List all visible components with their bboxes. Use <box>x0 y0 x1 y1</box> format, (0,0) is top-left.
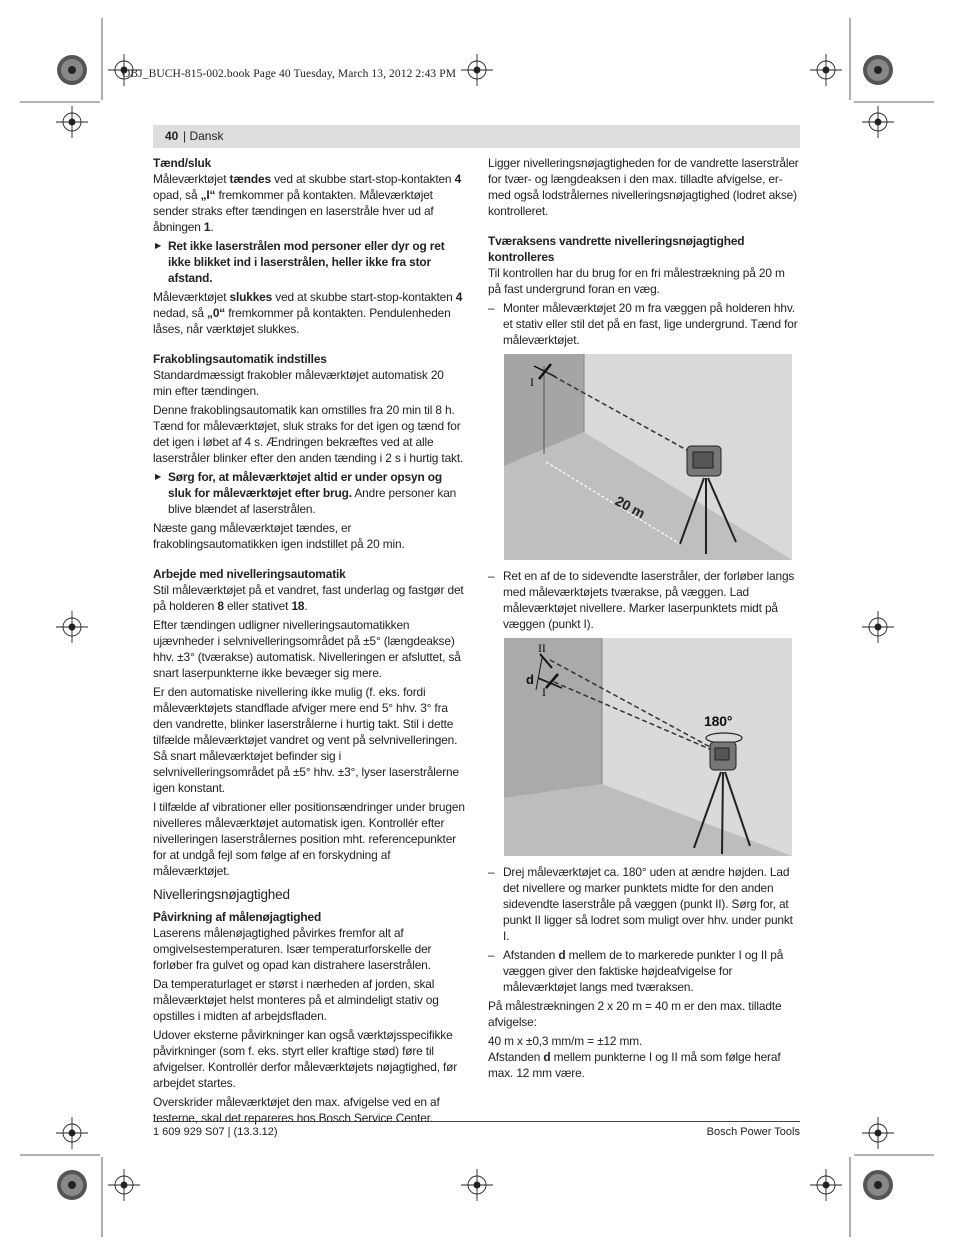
warning-supervision: ▶ Sørg for, at måleværktøjet altid er under opsyn og sluk for måleværktøjet efter brug. Andre personer kan blive blændet af laserstrålen. <box>153 469 465 517</box>
heading-leveling-automatic: Arbejde med nivelleringsautomatik <box>153 567 346 581</box>
fig1-distance-label: 20 m <box>612 492 648 522</box>
paragraph-tolerance-calc: 40 m x ±0,3 mm/m = ±12 mm. <box>488 1034 643 1048</box>
step-rotate-tool: – Drej måleværktøjet ca. 180° uden at ændre højden. Lad det nivellere og marker punktets midte for den anden sidevendte laserstråle på væggen (punkt II). Sørg for, at punkt II ligger så lodret som muligt over hhv. under punkt I. <box>488 864 800 944</box>
paragraph-auto-off-reset: Næste gang måleværktøjet tændes, er frakoblingsautomatikken igen indstillet på 20 min. <box>153 521 405 551</box>
warning-laser-eyes: ▶ Ret ikke laserstrålen mod personer eller dyr og ret ikke blikket ind i laserstrålen, heller ikke fra stor afstand. <box>153 238 465 286</box>
paragraph-external-influences: Udover eksterne påvirkninger kan også værktøjsspecifikke påvirkninger (som f. eks. styrt eller kraftige stød) føre til afvigelser. Kontrollér derfor måleværktøjets nøjagtighed, før arbejdet startes. <box>153 1028 458 1090</box>
fig2-d-label: d <box>526 672 534 687</box>
paragraph-accuracy-check: Ligger nivelleringsnøjagtigheden for de vandrette laserstråler for tvær- og længdeaksen i den max. tilladte afvigelse, er-med også lodstrålernes nivelleringsnøjagtighed (lodret akse) kontrolleret. <box>488 156 799 218</box>
fig2-point1-label: I <box>542 685 546 699</box>
heading-tand-sluk: Tænd/sluk <box>153 156 212 170</box>
step-distance-d: – Afstanden d mellem de to markerede punkter I og II på væggen giver den faktiske højdeafvigelse for måleværktøjet langs med tværaksen. <box>488 947 800 995</box>
paragraph-measuring-distance: På målestrækningen 2 x 20 m = 40 m er den max. tilladte afvigelse: <box>488 999 782 1029</box>
paragraph-switch-on: Måleværktøjet tændes ved at skubbe start-stop-kontakten 4 opad, så „I“ fremkommer på kontakten. Måleværktøjet sender straks efter tændingen en laserstråle hver ud af åbningen 1. <box>153 172 462 234</box>
section-name: | Dansk <box>183 129 224 143</box>
paragraph-test-distance: Til kontrollen har du brug for en fri målestrækning på 20 m på fast undergrund foran en væg. <box>488 266 785 296</box>
footer-brand: Bosch Power Tools <box>706 1126 800 1138</box>
fig2-point2-label: II <box>538 641 546 655</box>
right-column <box>488 155 800 1084</box>
paragraph-self-leveling: Efter tændingen udligner nivelleringsautomatikken ujævnheder i selvnivelleringsområdet på ±5° (længdeakse) hhv. ±3° (tværakse) automatisk. Nivelleringen er afsluttet, så snart laserpunkterne ikke bevæger sig mere. <box>153 618 461 680</box>
figure-rotate-180 <box>504 638 792 856</box>
fig2-angle-label: 180° <box>704 713 733 729</box>
paragraph-temperature-layer: Da temperaturlaget er størst i nærheden af jorden, skal måleværktøjet helst monteres på et almindeligt stativ og opstilles i midten af arbejdsfladen. <box>153 977 439 1023</box>
heading-leveling-accuracy: Nivelleringsnøjagtighed <box>153 887 290 902</box>
heading-accuracy-influence: Påvirkning af målenøjagtighed <box>153 910 322 924</box>
paragraph-temperature: Laserens målenøjagtighed påvirkes fremfor alt af omgivelsestemperaturen. Især temperaturforskelle der forløber fra gulvet og opad kan distrahere laserstrålen. <box>153 926 432 972</box>
paragraph-setup: Stil måleværktøjet på et vandret, fast underlag og fastgør det på holderen 8 eller stativet 18. <box>153 583 464 613</box>
page-header <box>153 125 800 148</box>
heading-auto-off: Frakoblingsautomatik indstilles <box>153 352 327 366</box>
paragraph-repair: Overskrider måleværktøjet den max. afvigelse ved en af testerne, skal det repareres hos Bosch Service Center. <box>153 1095 440 1125</box>
print-slug-line: OBJ_BUCH-815-002.book Page 40 Tuesday, March 13, 2012 2:43 PM <box>122 68 457 80</box>
paragraph-auto-off-default: Standardmæssigt frakobler måleværktøjet automatisk 20 min efter tændingen. <box>153 368 444 398</box>
paragraph-switch-off: Måleværktøjet slukkes ved at skubbe start-stop-kontakten 4 nedad, så „0“ fremkommer på kontakten. Pendulenheden låses, når værktøjet slukkes. <box>153 290 463 336</box>
fig1-point-label: I <box>530 375 534 389</box>
heading-cross-axis-check: Tværaksens vandrette nivelleringsnøjagtighed kontrolleres <box>488 234 745 264</box>
figure-laser-20m <box>504 354 792 560</box>
paragraph-vibrations: I tilfælde af vibrationer eller positionsændringer under brugen nivelleres måleværktøjet automatisk igen. Kontrollér efter nivelleringen laserstrålernes position mht. referencepunkter for at undgå fejl som følge af en forskydning af måleværktøjet. <box>153 800 465 878</box>
paragraph-max-deviation: Afstanden d mellem punkterne I og II må som følge heraf max. 12 mm være. <box>488 1050 781 1080</box>
page-number: 40 <box>165 129 179 143</box>
left-column <box>153 155 465 1129</box>
paragraph-leveling-impossible: Er den automatiske nivellering ikke mulig (f. eks. fordi måleværktøjets standflade afviger mere end 5° hhv. 3° fra den vandrette, blinker laserstrålerne i hurtig takt. Stil i dette tilfælde måleværktøjet vandret og vent på selvnivelleringen. Så snart måleværktøjet befinder sig i selvnivelleringsområdet på ±5° hhv. ±3°, lyser laserstrålerne igen konstant. <box>153 685 459 795</box>
footer-rule <box>153 1121 800 1122</box>
paragraph-auto-off-change: Denne frakoblingsautomatik kan omstilles fra 20 min til 8 h. Tænd for måleværktøjet, sluk straks for det igen og tænd for det igen i løbet af 4 s. Ændringen bekræftes ved at alle laserstråler blinker efter den anden tænding i 2 s i hurtig takt. <box>153 403 464 465</box>
step-mount-tool: – Monter måleværktøjet 20 m fra væggen på holderen hhv. et stativ eller stil det på en fast, lige undergrund. Tænd for måleværktøjet. <box>488 300 800 348</box>
footer-doc-number: 1 609 929 S07 | (13.3.12) <box>153 1126 278 1138</box>
step-aim-laser: – Ret en af de to sidevendte laserstråler, der forløber langs med måleværktøjets tværakse, på væggen. Lad måleværktøjet nivellere. Marker laserpunktets midt på væggen (punkt I). <box>488 568 800 632</box>
